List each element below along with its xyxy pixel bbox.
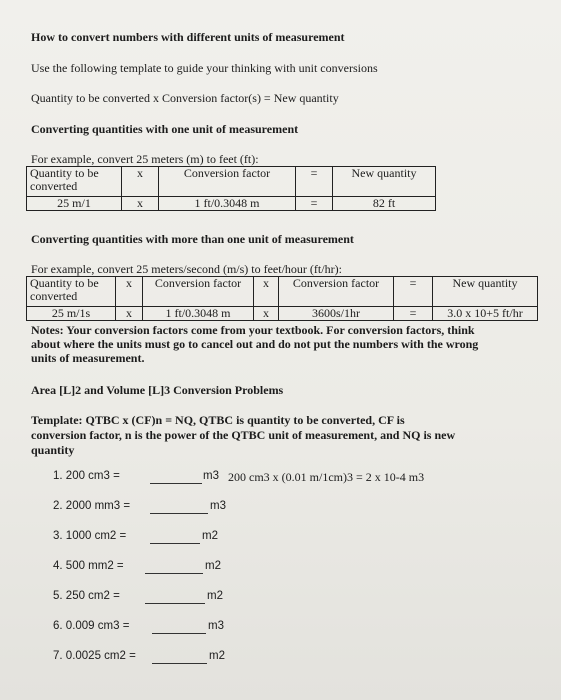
problem-5 [53,590,120,602]
table-cell: 1 ft/0.3048 m [143,307,254,321]
table-cell: Quantity to be converted [27,277,116,307]
table-cell: x [122,167,159,197]
problem-1 [53,470,120,482]
problem-given: 1000 cm2 = [65,530,127,542]
table-cell: x [122,197,159,211]
problem-given: 500 mm2 = [65,560,124,572]
problem-number: 6. [53,620,63,632]
intro-text: Use the following template to guide your thinking with unit conversions [31,61,378,75]
section2-heading: Converting quantities with more than one unit of measurement [31,232,354,246]
answer-blank-4[interactable] [145,573,203,574]
table-row [27,167,436,197]
table-cell: = [394,277,433,307]
answer-blank-1[interactable] [150,483,202,484]
table-cell: Conversion factor [143,277,254,307]
problem-number: 5. [53,590,63,602]
answer-blank-6[interactable] [152,633,206,634]
section1-heading: Converting quantities with one unit of measurement [31,122,299,136]
problem-number: 7. [53,650,63,662]
problem-3-unit: m2 [202,530,218,542]
problem-3 [53,530,126,542]
notes-line-3: units of measurement. [31,351,145,365]
problem-2 [53,500,130,512]
page-title: How to convert numbers with different units of measurement [31,30,345,44]
problem-number: 3. [53,530,63,542]
problem-1-work: 200 cm3 x (0.01 m/1cm)3 = 2 x 10-4 m3 [228,470,425,484]
section2-example: For example, convert 25 meters/second (m/s) to feet/hour (ft/hr): [31,262,342,276]
answer-blank-2[interactable] [150,513,208,514]
table-cell: 1 ft/0.3048 m [159,197,296,211]
section1-example: For example, convert 25 meters (m) to feet (ft): [31,152,259,166]
template-line-1: Template: QTBC x (CF)n = NQ, QTBC is quantity to be converted, CF is [31,413,405,427]
problem-7-unit: m2 [209,650,225,662]
notes-line-1: Notes: Your conversion factors come from your textbook. For conversion factors, think [31,323,475,337]
table-row [27,197,436,211]
problem-number: 4. [53,560,63,572]
table-row [27,307,538,321]
problem-given: 2000 mm3 = [65,500,131,512]
problem-7 [53,650,136,662]
template-line-2: conversion factor, n is the power of the QTBC unit of measurement, and NQ is new [31,428,456,442]
problem-6 [53,620,129,632]
answer-blank-3[interactable] [150,543,200,544]
table-cell: New quantity [333,167,436,197]
template-line-3: quantity [31,443,75,457]
table-cell: x [254,277,279,307]
formula-text: Quantity to be converted x Conversion factor(s) = New quantity [31,91,339,105]
notes-line-2: about where the units must go to cancel out and do not put the numbers with the wrong [31,337,479,351]
problem-6-unit: m3 [208,620,224,632]
table-cell: x [116,277,143,307]
answer-blank-5[interactable] [145,603,205,604]
problem-number: 1. [53,470,63,482]
table-cell: = [296,167,333,197]
problem-5-unit: m2 [207,590,223,602]
section1-table [26,166,436,211]
section3-heading: Area [L]2 and Volume [L]3 Conversion Problems [31,383,284,397]
table-cell: 25 m/1s [27,307,116,321]
problem-4 [53,560,124,572]
answer-blank-7[interactable] [152,663,207,664]
table-cell: x [254,307,279,321]
table-cell: Conversion factor [279,277,394,307]
table-cell: 3.0 x 10+5 ft/hr [433,307,538,321]
problem-given: 250 cm2 = [65,590,120,602]
problem-4-unit: m2 [205,560,221,572]
problem-given: 200 cm3 = [65,470,120,482]
table-cell: = [296,197,333,211]
table-cell: 3600s/1hr [279,307,394,321]
problem-number: 2. [53,500,63,512]
problem-1-unit: m3 [203,470,219,482]
table-cell: Conversion factor [159,167,296,197]
problem-2-unit: m3 [210,500,226,512]
problem-given: 0.0025 cm2 = [65,650,136,662]
table-cell: New quantity [433,277,538,307]
section2-table [26,276,538,321]
table-cell: 25 m/1 [27,197,122,211]
table-cell: x [116,307,143,321]
table-row [27,277,538,307]
table-cell: Quantity to be converted [27,167,122,197]
problem-given: 0.009 cm3 = [65,620,130,632]
table-cell: = [394,307,433,321]
table-cell: 82 ft [333,197,436,211]
